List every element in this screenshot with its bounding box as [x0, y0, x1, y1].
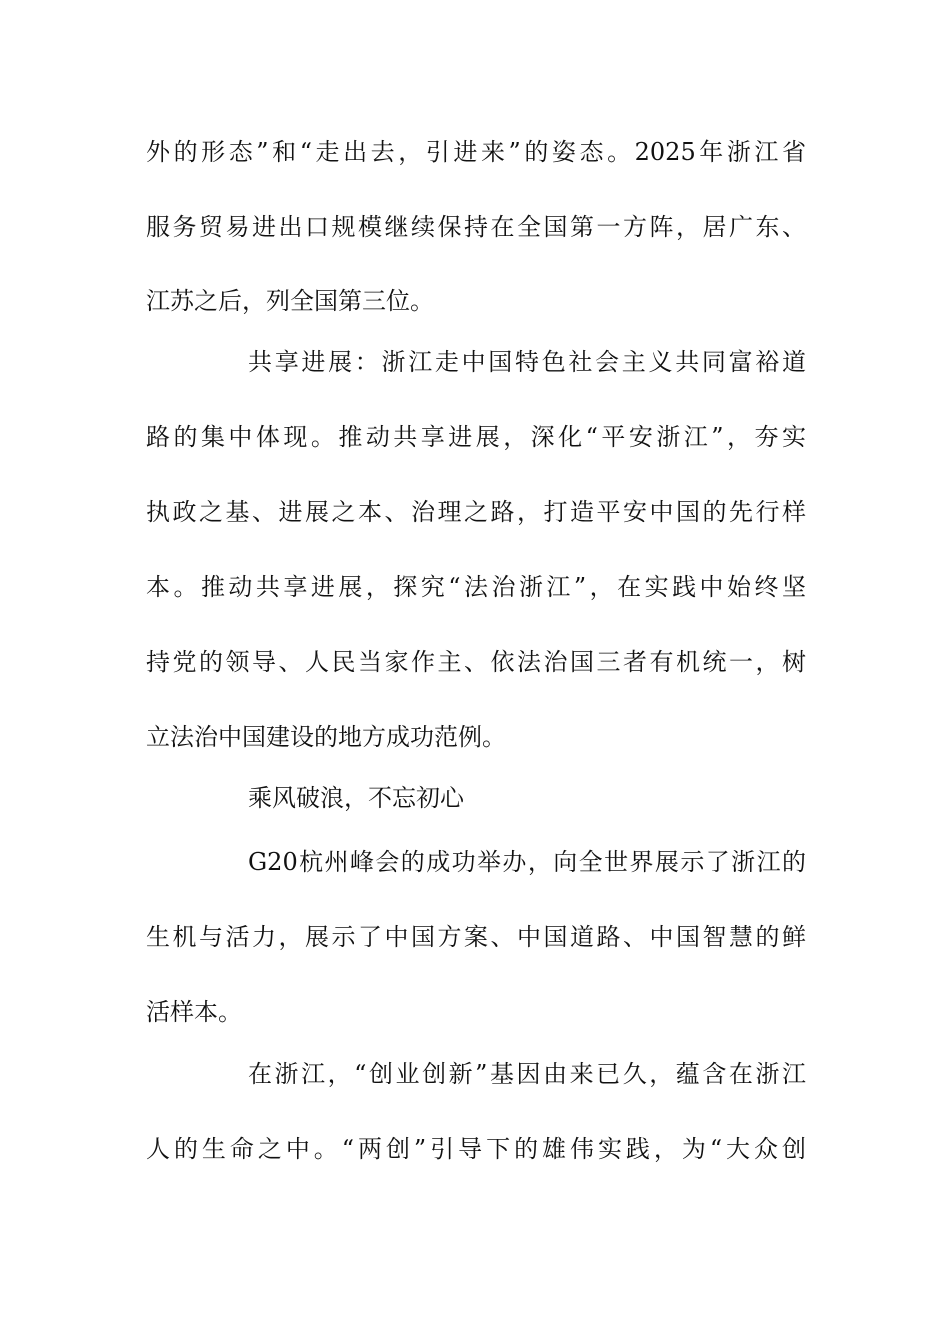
text-line: 执政之基、进展之本、治理之路，打造平安中国的先行样	[146, 498, 806, 526]
paragraph-first-line: G20杭州峰会的成功举办，向全世界展示了浙江的	[248, 848, 806, 876]
text-line: 持党的领导、人民当家作主、依法治国三者有机统一，树	[146, 648, 806, 676]
text-line: 生机与活力，展示了中国方案、中国道路、中国智慧的鲜	[146, 923, 806, 951]
paragraph-first-line: 共享进展：浙江走中国特色社会主义共同富裕道	[248, 348, 806, 376]
text-line: 人的生命之中。“两创”引导下的雄伟实践，为“大众创	[146, 1135, 806, 1163]
text-line: 活样本。	[146, 998, 242, 1026]
text-line: 路的集中体现。推动共享进展，深化“平安浙江”，夯实	[146, 423, 806, 451]
paragraph-first-line: 在浙江，“创业创新”基因由来已久，蕴含在浙江	[248, 1060, 806, 1088]
text-line: 立法治中国建设的地方成功范例。	[146, 723, 506, 751]
section-heading: 乘风破浪，不忘初心	[248, 784, 464, 812]
text-line: 江苏之后，列全国第三位。	[146, 287, 434, 315]
text-line: 本。推动共享进展，探究“法治浙江”，在实践中始终坚	[146, 573, 806, 601]
text-line: 服务贸易进出口规模继续保持在全国第一方阵，居广东、	[146, 213, 806, 241]
text-line: 外的形态”和“走出去，引进来”的姿态。2025年浙江省	[146, 138, 806, 166]
